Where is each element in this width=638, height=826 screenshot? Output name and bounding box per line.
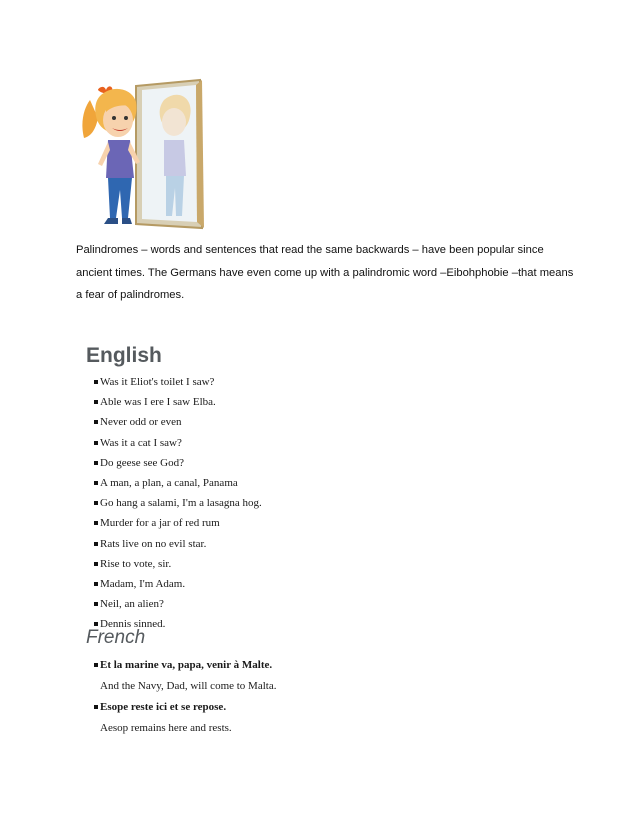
intro-line: ancient times. The Germans have even come up with a palindromic word –Eibohphobie –that means bbox=[76, 266, 574, 279]
bullet-icon bbox=[94, 562, 98, 566]
bullet-icon bbox=[94, 441, 98, 445]
bullet-icon bbox=[94, 420, 98, 424]
list-item bbox=[92, 473, 262, 493]
list-item bbox=[92, 554, 262, 574]
list-item-text: Rise to vote, sir. bbox=[100, 557, 172, 570]
list-item-text: Madam, I'm Adam. bbox=[100, 577, 186, 590]
list-item-text: Able was I ere I saw Elba. bbox=[100, 396, 216, 409]
french-phrase: Et la marine va, papa, venir à Malte bbox=[100, 659, 270, 671]
bullet-icon bbox=[94, 602, 98, 606]
list-item-text: Go hang a salami, I'm a lasagna hog. bbox=[100, 497, 262, 510]
list-item bbox=[92, 594, 262, 614]
list-item-text: Rats live on no evil star. bbox=[100, 537, 207, 550]
list-item-text: Never odd or even bbox=[100, 416, 182, 429]
section-heading-french: French bbox=[86, 627, 146, 648]
intro-line: Palindromes – words and sentences that read the same backwards – have been popular since bbox=[76, 244, 544, 256]
french-palindrome-list bbox=[92, 655, 276, 739]
list-item-text: A man, a plan, a canal, Panama bbox=[100, 476, 238, 489]
list-item bbox=[92, 392, 262, 412]
bullet-icon bbox=[94, 380, 98, 384]
list-item bbox=[92, 372, 262, 392]
bullet-icon bbox=[94, 400, 98, 404]
list-item-text: Dennis sinned. bbox=[100, 618, 166, 631]
bullet-icon bbox=[94, 481, 98, 485]
bullet-icon bbox=[94, 461, 98, 465]
list-item bbox=[92, 433, 262, 453]
girl bbox=[82, 86, 140, 224]
list-item bbox=[92, 534, 262, 554]
english-palindrome-list bbox=[92, 372, 262, 634]
section-heading-english: English bbox=[86, 344, 162, 367]
list-item-text: Do geese see God? bbox=[100, 456, 184, 469]
list-item bbox=[92, 513, 262, 533]
bullet-icon bbox=[94, 542, 98, 546]
list-item bbox=[92, 412, 262, 432]
english-translation: And the Navy, Dad, will come to Malta. bbox=[100, 680, 277, 692]
list-item-text: Neil, an alien? bbox=[100, 598, 164, 611]
list-item bbox=[92, 655, 276, 697]
bullet-icon bbox=[94, 521, 98, 525]
bullet-icon bbox=[94, 582, 98, 586]
intro-paragraph bbox=[76, 239, 576, 307]
intro-line: a fear of palindromes. bbox=[76, 289, 185, 301]
french-phrase: Esope reste ici et se repose bbox=[100, 701, 224, 713]
bullet-icon bbox=[94, 705, 98, 709]
list-item-text: Murder for a jar of red rum bbox=[100, 517, 220, 530]
bullet-icon bbox=[94, 622, 98, 626]
mirror-girl-illustration bbox=[78, 78, 210, 234]
french-phrase-line: Esope reste ici et se repose. bbox=[100, 701, 227, 713]
list-item bbox=[92, 453, 262, 473]
list-item bbox=[92, 574, 262, 594]
french-phrase-line: Et la marine va, papa, venir à Malte. bbox=[100, 659, 273, 671]
english-translation: Aesop remains here and rests. bbox=[100, 722, 232, 734]
list-item bbox=[92, 493, 262, 513]
bullet-icon bbox=[94, 663, 98, 667]
list-item-text: Was it Eliot's toilet I saw? bbox=[100, 376, 215, 388]
list-item-text: Was it a cat I saw? bbox=[100, 436, 182, 449]
bullet-icon bbox=[94, 501, 98, 505]
list-item bbox=[92, 697, 276, 739]
